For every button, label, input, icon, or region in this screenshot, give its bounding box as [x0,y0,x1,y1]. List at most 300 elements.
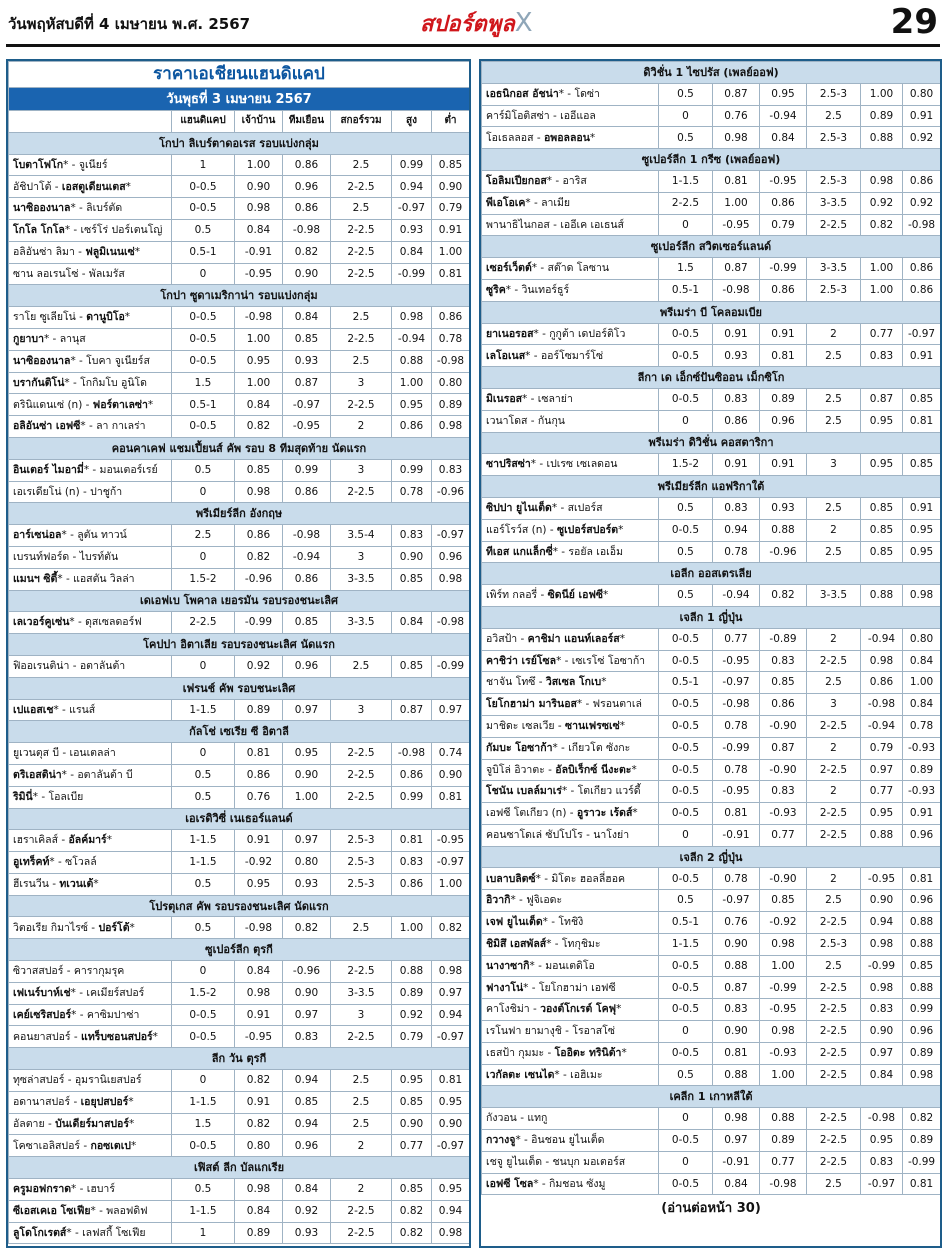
home-odds: 0.86 [713,410,760,432]
home-team: อวิสป้า [486,632,518,645]
home-odds: -0.95 [713,650,760,672]
match-row [482,912,941,934]
handicap-value: 1-1.5 [172,852,235,874]
under-odds: -0.93 [903,781,941,803]
away-odds: 0.84 [760,127,807,149]
handicap-value: 0.5-1 [172,241,235,263]
handicap-value: 0.5-1 [659,912,713,934]
home-odds: 0.95 [235,873,283,895]
away-odds: 0.82 [283,241,331,263]
league-title: ดิวิชั่น 1 ไซปรัส (เพลย์ออฟ) [482,62,941,84]
over-odds: 0.85 [861,519,903,541]
match-teams: คอนซาโดเล่ ซัปโปโร - นาโงย่า [482,824,659,846]
league-header [482,432,941,454]
match-row [482,454,941,476]
away-odds: 0.94 [283,1070,331,1092]
under-odds: 0.94 [432,1200,470,1222]
under-odds: 0.95 [903,519,941,541]
away-team: ซโวลล์ [65,856,97,869]
home-team: เวกัลตะ เซนได [486,1068,555,1081]
under-odds: 0.96 [903,1021,941,1043]
league-title: โกปา ลิเบร์ตาดอเรส รอบแบ่งกลุ่ม [9,132,470,154]
header-rule [6,44,940,47]
table-title-row [9,62,470,88]
home-team: พานาธิไนกอส [486,218,550,231]
away-team: วิสเซล โกเบ [545,676,602,689]
away-team: บันเดียร์มาสปอร์ [55,1117,129,1130]
away-team: เออีเค เอเธนส์ [560,218,624,231]
page-header [0,0,946,50]
over-odds: 1.00 [861,279,903,301]
column-header-row [9,111,470,133]
home-team: เฮราเคิลส์ [13,834,58,847]
home-team: วิตอเรีย กิมาไรซ์ [13,921,88,934]
home-odds: 0.98 [235,198,283,220]
under-odds: 0.95 [903,541,941,563]
total-goals: 2.5 [331,917,392,939]
away-team: อตาลันต้า บี [77,769,133,782]
away-odds: -0.90 [760,715,807,737]
home-odds: -0.94 [713,585,760,607]
total-goals: 2-2.5 [807,1064,861,1086]
match-teams: ชิมิสึ เอสพัลส์* - โทกุชิมะ [482,933,659,955]
over-odds: 0.94 [392,176,432,198]
league-header [482,62,941,84]
away-odds: 0.96 [283,176,331,198]
total-goals: 3-3.5 [807,192,861,214]
total-goals: 3 [331,459,392,481]
away-odds: 0.86 [760,192,807,214]
under-odds: 0.86 [903,279,941,301]
away-odds: 0.85 [283,328,331,350]
match-teams: กัมบะ โอซาก้า* - เกียวโต ซังกะ [482,737,659,759]
home-team: อิวากิ [486,894,511,907]
home-team: โยโกฮาม่า มารินอส [486,698,577,711]
over-odds: 0.88 [392,350,432,372]
away-odds: 1.00 [760,1064,807,1086]
total-goals: 2-2.5 [807,1042,861,1064]
match-teams: เปแอสเช* - แรนส์ [9,699,172,721]
away-odds: 0.99 [283,459,331,481]
home-odds: 0.84 [235,961,283,983]
match-row [9,1222,470,1244]
match-row [9,198,470,220]
away-odds: 1.00 [760,955,807,977]
match-teams: เบรนท์ฟอร์ด - ไบรท์ตัน [9,546,172,568]
over-odds: -0.98 [861,1108,903,1130]
under-odds: 0.94 [432,1004,470,1026]
away-odds: 0.83 [283,1026,331,1048]
over-odds: 0.88 [861,585,903,607]
home-team: ตรินิแดนเซ่ (n) [13,398,83,411]
away-team: แทร็บซอนสปอร์ [81,1030,153,1043]
handicap-value: 0 [172,481,235,503]
league-header [9,808,470,830]
match-teams: ทีเอส แกแล็กซี่* - รอยัล เอเอ็ม [482,541,659,563]
under-odds: 0.88 [903,977,941,999]
match-teams: อลิอันซ่า เอฟซี* - ลา กาเลร่า [9,416,172,438]
over-odds: 0.89 [392,982,432,1004]
match-teams: เชจู ยูไนเต็ด - ชนบุก มอเตอร์ส [482,1151,659,1173]
under-odds: -0.97 [432,525,470,547]
total-goals: 2-2.5 [331,241,392,263]
home-team: คาร์มิโอติสซ่า [486,109,550,122]
home-odds: -0.96 [235,568,283,590]
total-goals: 2-2.5 [331,481,392,503]
away-team: โทชิงิ [558,916,584,929]
match-teams: เวกัลตะ เซนได* - เอฮิเมะ [482,1064,659,1086]
match-row [482,519,941,541]
match-teams: นางาซากิ* - มอนเตดิโอ [482,955,659,977]
away-team: มอนเตอร์เรย์ [99,463,158,476]
match-row [482,1151,941,1173]
match-row [9,1004,470,1026]
column-header: สูง [392,111,432,133]
over-odds: 0.84 [392,612,432,634]
away-team: อูราวะ เร้ดส์ [576,807,633,820]
match-row [482,192,941,214]
away-team: วินเทอร์ธูร์ [521,284,570,297]
match-row [482,737,941,759]
away-team: เออีแอล [560,109,596,122]
home-team: โกโล โกโล [13,224,65,237]
over-odds: 0.99 [392,154,432,176]
away-odds: 0.97 [283,699,331,721]
away-odds: 0.86 [283,198,331,220]
away-odds: 0.94 [283,1113,331,1135]
home-odds: 0.78 [713,541,760,563]
away-team: กันกุน [537,414,565,427]
league-header [9,895,470,917]
match-teams: ตรินิแดนเซ่ (n) - ฟอร์ตาเลซ่า* [9,394,172,416]
under-odds: 0.86 [903,170,941,192]
home-odds: 0.91 [235,1004,283,1026]
under-odds: 0.80 [903,628,941,650]
total-goals: 2.5 [807,410,861,432]
handicap-value: 0 [172,655,235,677]
under-odds: 0.98 [432,961,470,983]
home-odds: 0.90 [713,933,760,955]
home-team: เอฟซี โซล [486,1177,534,1190]
over-odds: 0.98 [861,977,903,999]
handicap-value: 0-0.5 [659,1042,713,1064]
match-row [9,372,470,394]
league-title: ลีกา เด เอ็กซ์ปันซิออน เม็กซิโก [482,367,941,389]
home-odds: 0.82 [235,546,283,568]
total-goals: 2-2.5 [807,824,861,846]
away-odds: -0.93 [760,803,807,825]
match-teams: มิเนรอส* - เซลาย่า [482,388,659,410]
over-odds: 0.83 [861,1151,903,1173]
league-header [9,437,470,459]
home-odds: 0.89 [235,699,283,721]
match-teams: โคซาเอลิสปอร์ - กอซเตเป* [9,1135,172,1157]
over-odds: 0.77 [861,323,903,345]
handicap-value: 1.5 [659,258,713,280]
home-team: เบรนท์ฟอร์ด [13,551,70,564]
home-odds: 0.78 [713,868,760,890]
handicap-value: 1.5 [172,372,235,394]
home-team: เลโอเนส [486,349,526,362]
under-odds: 0.98 [432,1222,470,1244]
over-odds: 0.99 [392,459,432,481]
league-title: พรีเมร่า ดิวิชั่น คอสตาริกา [482,432,941,454]
away-odds: 0.83 [760,650,807,672]
over-odds: -0.95 [861,868,903,890]
handicap-value: 0 [172,1070,235,1092]
match-row [9,263,470,285]
handicap-value: 0-0.5 [659,694,713,716]
under-odds: 0.81 [432,786,470,808]
total-goals: 2-2.5 [331,743,392,765]
match-row [9,982,470,1004]
home-team: ริมินี่ [13,790,33,803]
over-odds: 0.84 [861,1064,903,1086]
away-odds: 0.88 [760,519,807,541]
away-team: กูกูต้า เดปอร์ติโว [549,327,626,340]
home-team: อินเตอร์ ไมอามี่ [13,463,84,476]
under-odds: 0.89 [903,1042,941,1064]
handicap-value: 0-0.5 [659,759,713,781]
match-row [482,1130,941,1152]
away-odds: -0.94 [760,105,807,127]
total-goals: 3-3.5 [807,585,861,607]
home-odds: 0.83 [713,999,760,1021]
away-odds: 0.86 [760,694,807,716]
away-team: พัลเมรัส [88,267,125,280]
right-odds-panel [479,59,942,1248]
total-goals: 2.5 [331,1113,392,1135]
home-team: คาชิว่า เรย์โซล [486,654,557,667]
away-team: โบคา จูเนียร์ส [86,354,150,367]
handicap-value: 0.5 [659,585,713,607]
column-header: ต่ำ [432,111,470,133]
total-goals: 2 [331,1179,392,1201]
handicap-value: 0 [172,263,235,285]
away-team: อุมรานิเยสปอร์ [74,1074,142,1087]
league-header [482,606,941,628]
over-odds: 0.98 [861,933,903,955]
home-odds: 0.95 [235,350,283,372]
over-odds: 0.82 [392,1200,432,1222]
over-odds: 0.78 [392,481,432,503]
match-teams: มาชิดะ เซลเวีย - ซานเฟรซเซ่* [482,715,659,737]
away-team: ทเวนเต้ [59,878,94,891]
total-goals: 3-3.5 [331,568,392,590]
match-row [482,585,941,607]
under-odds: 0.86 [903,258,941,280]
home-team: อลิอันซ่า เอฟซี [13,420,81,433]
match-teams: เคย์เซริสปอร์* - คาซิมปาซ่า [9,1004,172,1026]
league-header [482,1086,941,1108]
league-header [9,1157,470,1179]
over-odds: 0.86 [861,672,903,694]
match-row [9,612,470,634]
away-team: ปอร์โต้ [98,921,130,934]
away-odds: 0.81 [760,345,807,367]
match-row [482,388,941,410]
total-goals: 2.5 [331,655,392,677]
over-odds: 0.88 [861,824,903,846]
over-odds: 0.95 [861,1130,903,1152]
under-odds: -0.98 [903,214,941,236]
away-odds: 0.90 [283,764,331,786]
match-row [482,170,941,192]
league-title: โคปปา อิตาเลีย รอบรองชนะเลิศ นัดแรก [9,634,470,656]
home-team: เจฟ ยูไนเต็ด [486,916,543,929]
match-teams: กูยาบา* - ลานุส [9,328,172,350]
total-goals: 2.5-3 [807,127,861,149]
over-odds: 0.77 [861,781,903,803]
match-row [9,1135,470,1157]
league-title: เฟรนช์ คัพ รอบชนะเลิศ [9,677,470,699]
home-odds: -0.98 [713,694,760,716]
away-team: กอซเตเป [90,1139,131,1152]
match-teams: ซิวาสสปอร์ - คารากุมรุค [9,961,172,983]
home-odds: 0.86 [235,525,283,547]
away-odds: 0.82 [760,585,807,607]
total-goals: 3.5-4 [331,525,392,547]
away-odds: -0.99 [760,977,807,999]
home-team: ยาเนอรอส [486,327,534,340]
match-row [9,743,470,765]
away-odds: 0.87 [760,737,807,759]
home-team: จูบิโล่ อิวาตะ [486,763,545,776]
match-teams: เอฟซี โตเกียว (n) - อูราวะ เร้ดส์* [482,803,659,825]
home-team: เอธนิกอส อัชน่า [486,87,559,100]
away-team: จูเนียร์ [78,158,108,171]
under-odds: -0.98 [432,612,470,634]
page-number: 29 [890,2,938,42]
away-team: วองต์โกเรต์ โคฟุ [540,1003,617,1016]
league-title: พรีเมียร์ลีก อังกฤษ [9,503,470,525]
home-team: ซาน ลอเรนโซ่ [13,267,79,280]
under-odds: -0.95 [432,830,470,852]
away-odds: 0.79 [760,214,807,236]
handicap-value: 0.5 [172,873,235,895]
league-header [482,563,941,585]
away-odds: 0.91 [760,454,807,476]
home-team: ฟางาโน่ [486,981,524,994]
under-odds: 0.89 [903,1130,941,1152]
odds-table-left [8,61,470,1244]
home-odds: 0.81 [235,743,283,765]
match-teams: โอเธลลอส - อพอลลอน* [482,127,659,149]
home-odds: 0.89 [235,1222,283,1244]
away-odds: 0.88 [760,1108,807,1130]
under-odds: 0.84 [903,650,941,672]
handicap-value: 1 [172,154,235,176]
home-odds: 0.87 [713,977,760,999]
match-teams: ตริเอสติน่า* - อตาลันต้า บี [9,764,172,786]
away-odds: -0.96 [760,541,807,563]
home-team: โอเธลลอส [486,131,534,144]
under-odds: 0.96 [432,546,470,568]
home-odds: 1.00 [713,192,760,214]
match-teams: คาชิว่า เรย์โซล* - เซเรโซ่ โอซาก้า [482,650,659,672]
away-odds: 0.90 [283,263,331,285]
handicap-value: 0-0.5 [659,519,713,541]
home-odds: 0.83 [713,497,760,519]
home-odds: 0.98 [235,1179,283,1201]
total-goals: 2 [807,737,861,759]
match-row [9,307,470,329]
away-team: แรนส์ [69,703,96,716]
away-team: ชนบุก มอเตอร์ส [552,1155,626,1168]
brand-mark: X [514,8,533,38]
match-row [9,764,470,786]
home-team: ซิวาสสปอร์ [13,965,64,978]
away-odds: -0.90 [760,759,807,781]
match-teams: พีเอโอเค* - ลาเมีย [482,192,659,214]
away-odds: 0.97 [283,1004,331,1026]
column-header: สกอร์รวม [331,111,392,133]
under-odds: 0.99 [903,999,941,1021]
away-team: โตเกียว แวร์ดี้ [577,785,641,798]
match-teams: เอเรเดียโน่ (n) - ปาชูก้า [9,481,172,503]
match-row [9,481,470,503]
total-goals: 2.5 [807,541,861,563]
away-team: โอลเบีย [48,790,84,803]
away-team: โยโกฮาม่า เอฟซี [538,981,616,994]
left-odds-panel [6,59,471,1248]
away-team: ลิเบร์ตัด [86,202,123,215]
home-team: อัชิปาโต้ [13,180,52,193]
home-team: เอเรเดียโน่ (n) [13,485,80,498]
away-odds: 0.86 [283,568,331,590]
over-odds: 0.86 [392,416,432,438]
match-teams: อลิอันซ่า ลิมา - ฟลูมิเนนเซ่* [9,241,172,263]
away-team: อาริส [562,175,587,188]
match-row [482,1042,941,1064]
home-odds: -0.91 [713,1151,760,1173]
brand-name: สปอร์ตพูล [420,12,515,37]
home-odds: 0.91 [713,454,760,476]
handicap-value: 1-1.5 [172,1200,235,1222]
handicap-value: 1.5-2 [172,982,235,1004]
away-odds: 0.92 [283,1200,331,1222]
over-odds: 0.87 [392,699,432,721]
away-odds: -0.93 [760,1042,807,1064]
match-teams: แอร์โรว์ส (n) - ซูเปอร์สปอร์ต* [482,519,659,541]
league-header [9,634,470,656]
away-odds: 0.87 [283,372,331,394]
home-team: เรโนฟา ยามางุชิ [486,1025,562,1038]
match-teams: โกโล โกโล* - เซร์โร่ ปอร์เตนโญ่ [9,219,172,241]
home-odds: 1.00 [235,328,283,350]
match-row [9,394,470,416]
home-odds: 0.76 [235,786,283,808]
match-row [9,219,470,241]
match-teams: โยโกฮาม่า มารินอส* - ฟรอนตาเล่ [482,694,659,716]
match-teams: โชนัน เบลล์มาเร่* - โตเกียว แวร์ดี้ [482,781,659,803]
home-odds: 0.88 [713,955,760,977]
footer-row [482,1195,941,1221]
away-team: อัลบิเร็กซ์ นีงะตะ [555,763,632,776]
home-odds: 0.85 [235,459,283,481]
home-odds: 0.98 [235,481,283,503]
over-odds: 0.92 [392,1004,432,1026]
home-odds: 0.98 [713,1108,760,1130]
handicap-value: 0 [172,743,235,765]
under-odds: -0.99 [432,655,470,677]
match-teams: อิวากิ* - ฟูจิเอดะ [482,890,659,912]
over-odds: 0.98 [392,307,432,329]
under-odds: 0.90 [432,1113,470,1135]
away-odds: 0.93 [283,1222,331,1244]
handicap-value: 1-1.5 [659,933,713,955]
match-row [9,328,470,350]
